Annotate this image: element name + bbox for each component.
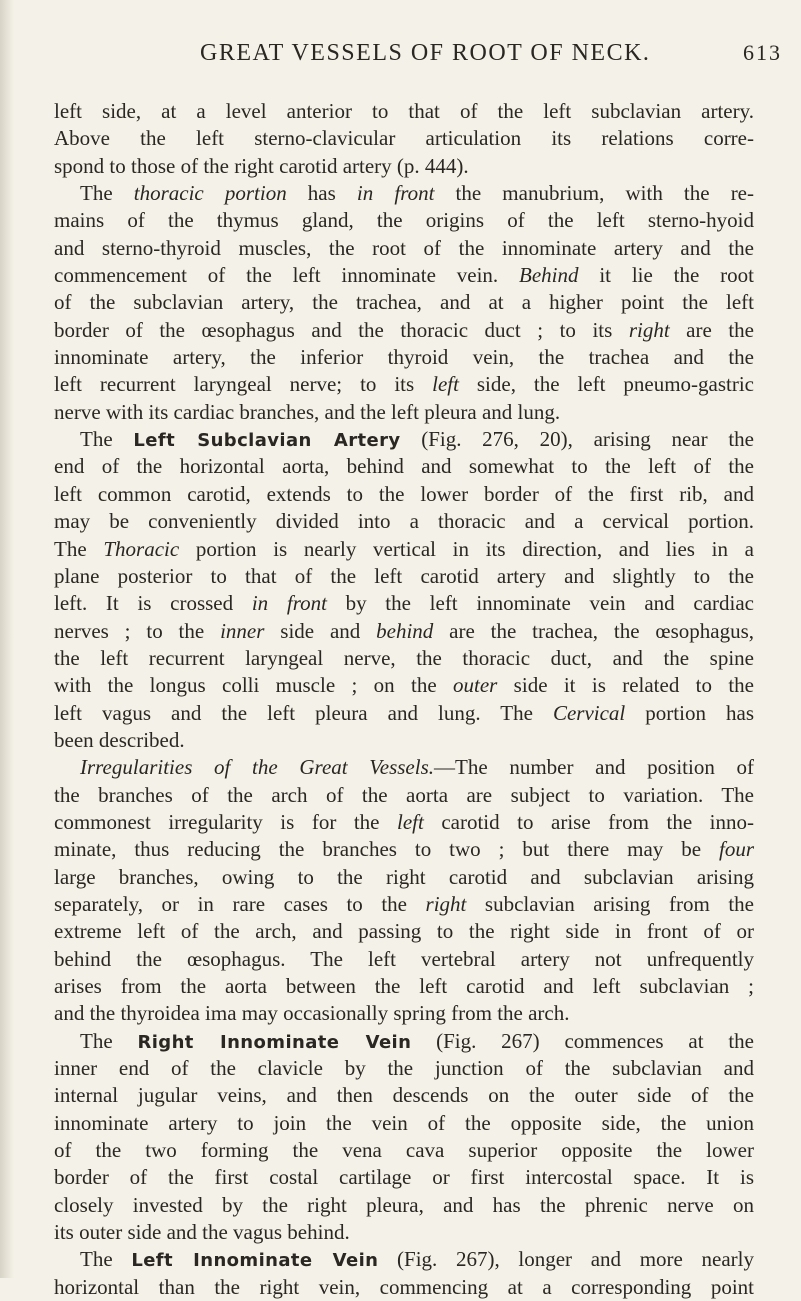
text-run: carotid to arise from the inno- bbox=[423, 809, 754, 834]
text-run: has bbox=[286, 181, 357, 206]
italic-run: Thoracic bbox=[103, 536, 180, 561]
text-run: The bbox=[80, 1247, 132, 1272]
text-line bbox=[54, 344, 754, 371]
text-run: innominate artery, the inferior thyroid vein, the trachea and the bbox=[54, 345, 754, 370]
text-run: with the longus colli muscle ; on the bbox=[54, 673, 454, 698]
text-run: side, the left pneumo-gastric bbox=[458, 372, 754, 397]
text-run: side it is related to the bbox=[497, 673, 754, 698]
text-run: left common carotid, extends to the lower border of the first rib, and bbox=[54, 481, 754, 506]
text-line bbox=[54, 235, 754, 262]
text-line bbox=[54, 317, 754, 344]
text-run: mains of the thymus gland, the origins of the left sterno-hyoid bbox=[54, 208, 754, 233]
text-line bbox=[54, 1082, 754, 1109]
text-run: its outer side and the vagus behind. bbox=[54, 1220, 350, 1245]
text-line bbox=[54, 782, 754, 809]
text-run: commencement of the left innominate vein. bbox=[54, 263, 519, 288]
text-run: portion is nearly vertical in its direction, and lies in a bbox=[179, 536, 754, 561]
text-run: nerves ; to the bbox=[54, 618, 221, 643]
text-line bbox=[54, 153, 754, 180]
italic-run: left bbox=[432, 372, 459, 397]
running-title: GREAT VESSELS OF ROOT OF NECK. bbox=[200, 40, 651, 66]
text-line bbox=[54, 453, 754, 480]
text-run: border of the first costal cartilage or first intercostal space. It is bbox=[54, 1165, 754, 1190]
text-run: extreme left of the arch, and passing to the right side in front of or bbox=[54, 919, 754, 944]
text-run: left recurrent laryngeal nerve; to its bbox=[54, 372, 433, 397]
text-line bbox=[54, 1192, 754, 1219]
text-line bbox=[54, 371, 754, 398]
text-run: (Fig. 276, 20), arising near the bbox=[400, 427, 754, 452]
text-run: the left recurrent laryngeal nerve, the thoracic duct, and the spine bbox=[54, 645, 754, 670]
text-run: subclavian arising from the bbox=[466, 891, 754, 916]
italic-run: outer bbox=[453, 673, 498, 698]
text-line bbox=[54, 727, 754, 754]
text-line bbox=[54, 1110, 754, 1137]
text-line bbox=[54, 864, 754, 891]
italic-run: four bbox=[718, 837, 754, 862]
text-line bbox=[54, 1028, 754, 1055]
text-run: innominate artery to join the vein of the opposite side, the union bbox=[54, 1110, 754, 1135]
text-line bbox=[54, 1137, 754, 1164]
text-run: (Fig. 267), longer and more nearly bbox=[378, 1247, 754, 1272]
italic-run: right bbox=[628, 317, 670, 342]
heading-run: Left Subclavian Artery bbox=[133, 430, 401, 452]
text-line bbox=[54, 973, 754, 1000]
text-run: border of the œsophagus and the thoracic duct ; to its bbox=[54, 317, 629, 342]
text-run: the branches of the arch of the aorta are subject to variation. The bbox=[54, 782, 754, 807]
page-header bbox=[0, 40, 801, 70]
text-run: plane posterior to that of the left carotid artery and slightly to the bbox=[54, 563, 754, 588]
text-line bbox=[54, 1219, 754, 1246]
text-line bbox=[54, 180, 754, 207]
text-run: are the bbox=[669, 317, 754, 342]
text-line bbox=[54, 946, 754, 973]
text-run: large branches, owing to the right carotid and subclavian arising bbox=[54, 864, 754, 889]
text-run: and the thyroidea ima may occasionally spring from the arch. bbox=[54, 1001, 570, 1026]
text-line bbox=[54, 125, 754, 152]
text-run: end of the horizontal aorta, behind and somewhat to the left of the bbox=[54, 454, 754, 479]
text-run: commonest irregularity is for the bbox=[54, 809, 397, 834]
text-run: side and bbox=[264, 618, 377, 643]
text-line bbox=[54, 700, 754, 727]
text-line bbox=[54, 563, 754, 590]
text-run: by the left innominate vein and cardiac bbox=[326, 591, 754, 616]
text-line bbox=[54, 891, 754, 918]
text-run: (Fig. 267) commences at the bbox=[411, 1028, 754, 1053]
italic-run: Irregularities of the Great Vessels. bbox=[80, 755, 435, 780]
italic-run: thoracic portion bbox=[133, 181, 287, 206]
text-run: the manubrium, with the re- bbox=[434, 181, 754, 206]
text-run: internal jugular veins, and then descends on the outer side of the bbox=[54, 1083, 754, 1108]
italic-run: behind bbox=[376, 618, 434, 643]
text-run: minate, thus reducing the branches to two ; but there may be bbox=[54, 837, 719, 862]
text-run: been described. bbox=[54, 727, 185, 752]
text-line bbox=[54, 481, 754, 508]
text-run: The bbox=[54, 536, 104, 561]
heading-run: Left Innominate Vein bbox=[131, 1250, 379, 1272]
text-run: it lie the root bbox=[578, 263, 754, 288]
text-run: behind the œsophagus. The left vertebral artery not unfrequently bbox=[54, 946, 754, 971]
text-run: horizontal than the right vein, commencing at a corresponding point bbox=[54, 1274, 754, 1299]
text-run: The bbox=[80, 1028, 138, 1053]
text-run: spond to those of the right carotid artery (p. 444). bbox=[54, 153, 469, 178]
italic-run: right bbox=[425, 891, 467, 916]
text-run: may be conveniently divided into a thoracic and a cervical portion. bbox=[54, 509, 754, 534]
page-gutter-shadow bbox=[0, 0, 14, 1278]
text-line bbox=[54, 618, 754, 645]
text-line bbox=[54, 672, 754, 699]
text-line bbox=[54, 754, 754, 781]
text-run: left vagus and the left pleura and lung. The bbox=[54, 700, 553, 725]
text-run: of the two forming the vena cava superior opposite the lower bbox=[54, 1138, 754, 1163]
text-line bbox=[54, 289, 754, 316]
text-run: closely invested by the right pleura, and has the phrenic nerve on bbox=[54, 1192, 754, 1217]
text-run: of the subclavian artery, the trachea, and at a higher point the left bbox=[54, 290, 754, 315]
italic-run: inner bbox=[220, 618, 265, 643]
italic-run: Behind bbox=[519, 263, 579, 288]
italic-run: left bbox=[397, 809, 424, 834]
italic-run: in front bbox=[251, 591, 327, 616]
text-run: —The number and position of bbox=[434, 755, 754, 780]
text-line bbox=[54, 645, 754, 672]
body-text bbox=[54, 98, 754, 1301]
text-run: left side, at a level anterior to that of the left subclavian artery. bbox=[54, 99, 754, 123]
text-run: are the trachea, the œsophagus, bbox=[433, 618, 754, 643]
text-run: portion has bbox=[625, 700, 754, 725]
text-run: left. It is crossed bbox=[54, 591, 252, 616]
text-line bbox=[54, 918, 754, 945]
text-line bbox=[54, 590, 754, 617]
text-line bbox=[54, 1164, 754, 1191]
heading-run: Right Innominate Vein bbox=[137, 1031, 412, 1053]
text-run: Above the left sterno-clavicular articulation its relations corre- bbox=[54, 126, 754, 151]
text-line bbox=[54, 809, 754, 836]
text-line bbox=[54, 1246, 754, 1273]
text-line bbox=[54, 262, 754, 289]
text-run: nerve with its cardiac branches, and the left pleura and lung. bbox=[54, 399, 561, 424]
text-run: and sterno-thyroid muscles, the root of the innominate artery and the bbox=[54, 235, 754, 260]
italic-run: in front bbox=[356, 181, 435, 206]
italic-run: Cervical bbox=[552, 700, 626, 725]
text-run: inner end of the clavicle by the junction of the subclavian and bbox=[54, 1056, 754, 1081]
text-line bbox=[54, 1055, 754, 1082]
text-line bbox=[54, 508, 754, 535]
text-line bbox=[54, 1000, 754, 1027]
text-line bbox=[54, 536, 754, 563]
text-run: arises from the aorta between the left carotid and left subclavian ; bbox=[54, 974, 754, 998]
text-line bbox=[54, 836, 754, 863]
text-run: The bbox=[80, 181, 134, 206]
text-run: The bbox=[80, 427, 134, 452]
text-line bbox=[54, 207, 754, 234]
text-line bbox=[54, 426, 754, 453]
text-run: separately, or in rare cases to the bbox=[54, 891, 426, 916]
text-line bbox=[54, 399, 754, 426]
page-number: 613 bbox=[743, 40, 782, 65]
text-line bbox=[54, 98, 754, 125]
